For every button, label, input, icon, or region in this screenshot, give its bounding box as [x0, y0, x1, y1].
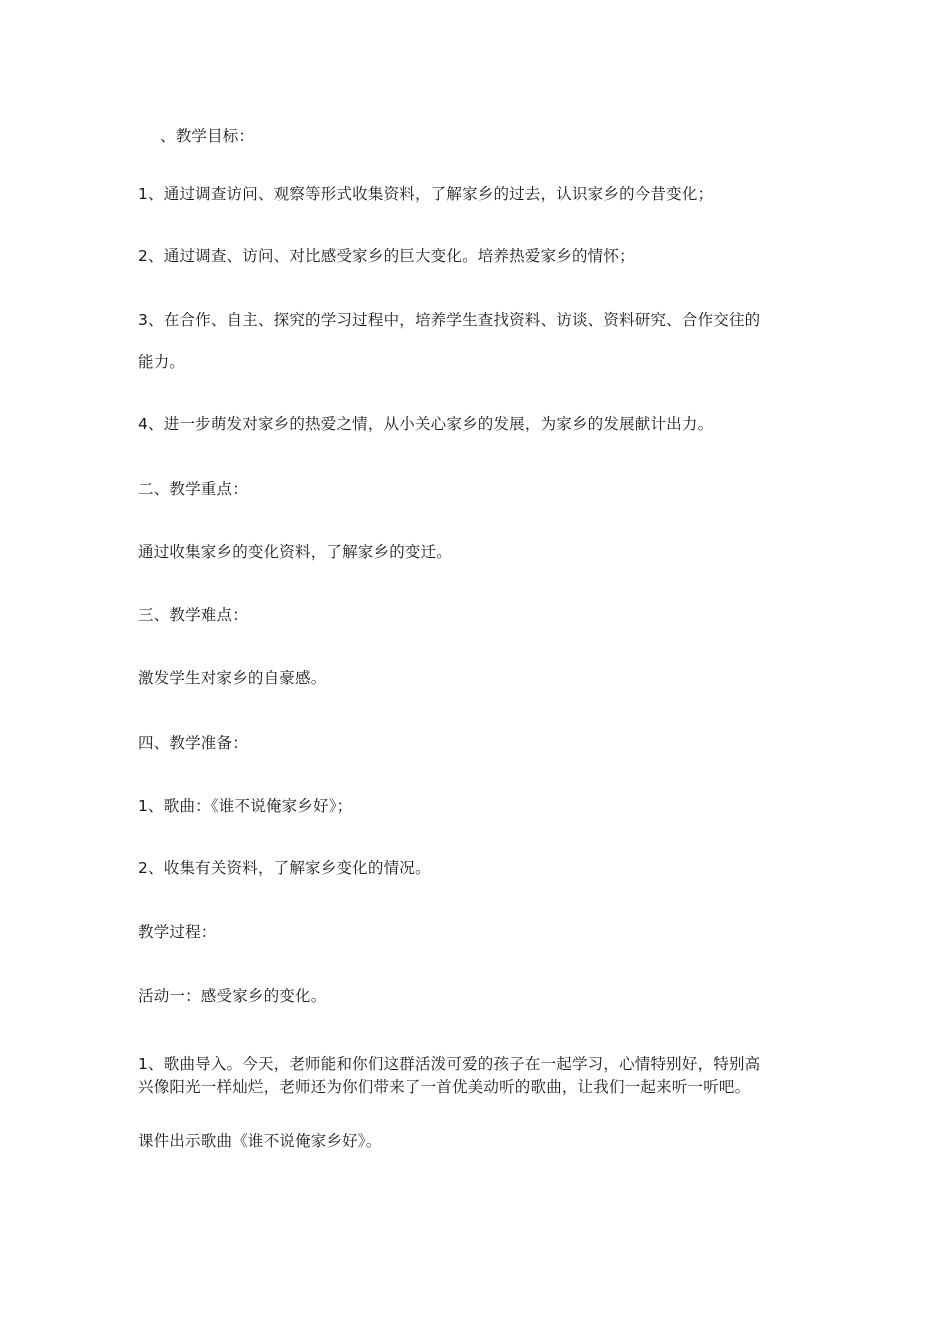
goal-item-2: 2、通过调查、访问、对比感受家乡的巨大变化。培养热爱家乡的情怀； [138, 247, 635, 265]
section-heading-key-points: 二、教学重点： [138, 480, 248, 498]
courseware-text: 课件出示歌曲《谁不说俺家乡好》。 [138, 1132, 382, 1150]
prep-item-1: 1、歌曲：《谁不说俺家乡好》； [138, 797, 353, 815]
section-heading-teaching-goals: 、教学目标： [160, 127, 255, 145]
section-heading-process: 教学过程： [138, 923, 217, 941]
goal-item-3-line-1: 3、在合作、自主、探究的学习过程中，培养学生查找资料、访谈、资料研究、合作交往的 [138, 311, 761, 329]
goal-item-1: 1、通过调查访问、观察等形式收集资料，了解家乡的过去，认识家乡的今昔变化； [138, 185, 714, 203]
goal-item-3-line-2: 能力。 [138, 353, 186, 371]
step-1-line-2: 兴像阳光一样灿烂，老师还为你们带来了一首优美动听的歌曲，让我们一起来听一听吧。 [138, 1078, 751, 1096]
activity-1-heading: 活动一：感受家乡的变化。 [138, 987, 327, 1005]
step-1-line-1: 1、歌曲导入。今天，老师能和你们这群活泼可爱的孩子在一起学习，心情特别好，特别高 [138, 1055, 761, 1073]
key-point-text: 通过收集家乡的变化资料，了解家乡的变迁。 [138, 543, 453, 561]
section-heading-preparation: 四、教学准备： [138, 734, 248, 752]
goal-item-4: 4、进一步萌发对家乡的热爱之情，从小关心家乡的发展，为家乡的发展献计出力。 [138, 415, 714, 433]
difficulty-text: 激发学生对家乡的自豪感。 [138, 669, 327, 687]
section-heading-difficulties: 三、教学难点： [138, 606, 248, 624]
prep-item-2: 2、收集有关资料，了解家乡变化的情况。 [138, 859, 431, 877]
